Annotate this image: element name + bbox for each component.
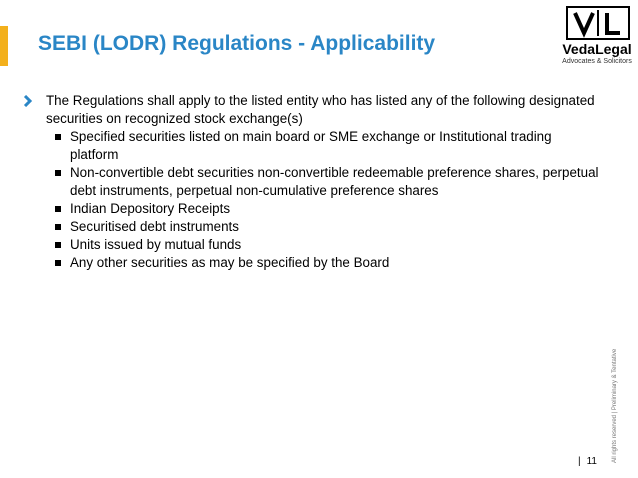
logo-name	[558, 41, 636, 57]
page-number	[578, 456, 597, 467]
list-item-text: Indian Depository Receipts	[70, 201, 231, 216]
vedalegal-logo	[558, 4, 636, 66]
logo-tagline: Advocates & Solicitors	[562, 58, 632, 65]
square-bullet-icon	[55, 224, 61, 230]
logo-name-part2: Legal	[595, 41, 632, 57]
list-item-text: Any other securities as may be specified by the Board	[70, 255, 390, 270]
title-accent-bar	[0, 26, 8, 66]
square-bullet-icon	[55, 242, 61, 248]
list-item	[22, 164, 602, 200]
vl-logo-mark-icon	[566, 6, 630, 40]
list-item	[22, 236, 602, 254]
page-number-value: 11	[586, 456, 597, 467]
chevron-right-icon	[22, 95, 34, 107]
square-bullet-icon	[55, 260, 61, 266]
square-bullet-icon	[55, 206, 61, 212]
slide-body	[22, 92, 602, 272]
main-bullet-item	[22, 92, 602, 128]
list-item-text: Specified securities listed on main board or SME exchange or Institutional trading platform	[70, 129, 552, 162]
square-bullet-icon	[55, 134, 61, 140]
square-bullet-icon	[55, 170, 61, 176]
intro-text: The Regulations shall apply to the listed entity who has listed any of the following designated securities on recognized stock exchange(s)	[46, 93, 595, 126]
rights-note: All rights reserved | Preliminary & Tentative	[612, 348, 618, 463]
list-item-text: Units issued by mutual funds	[70, 237, 242, 252]
list-item	[22, 200, 602, 218]
list-item-text: Securitised debt instruments	[70, 219, 239, 234]
sub-bullet-list	[22, 128, 602, 272]
slide-title: SEBI (LODR) Regulations - Applicability	[38, 32, 436, 55]
list-item	[22, 254, 602, 272]
list-item	[22, 218, 602, 236]
list-item-text: Non-convertible debt securities non-convertible redeemable preference shares, perpetual debt instruments, perpetual non-cumulative preference shares	[70, 165, 599, 198]
list-item	[22, 128, 602, 164]
logo-name-part1: Veda	[562, 41, 596, 57]
page-separator: |	[578, 456, 581, 467]
